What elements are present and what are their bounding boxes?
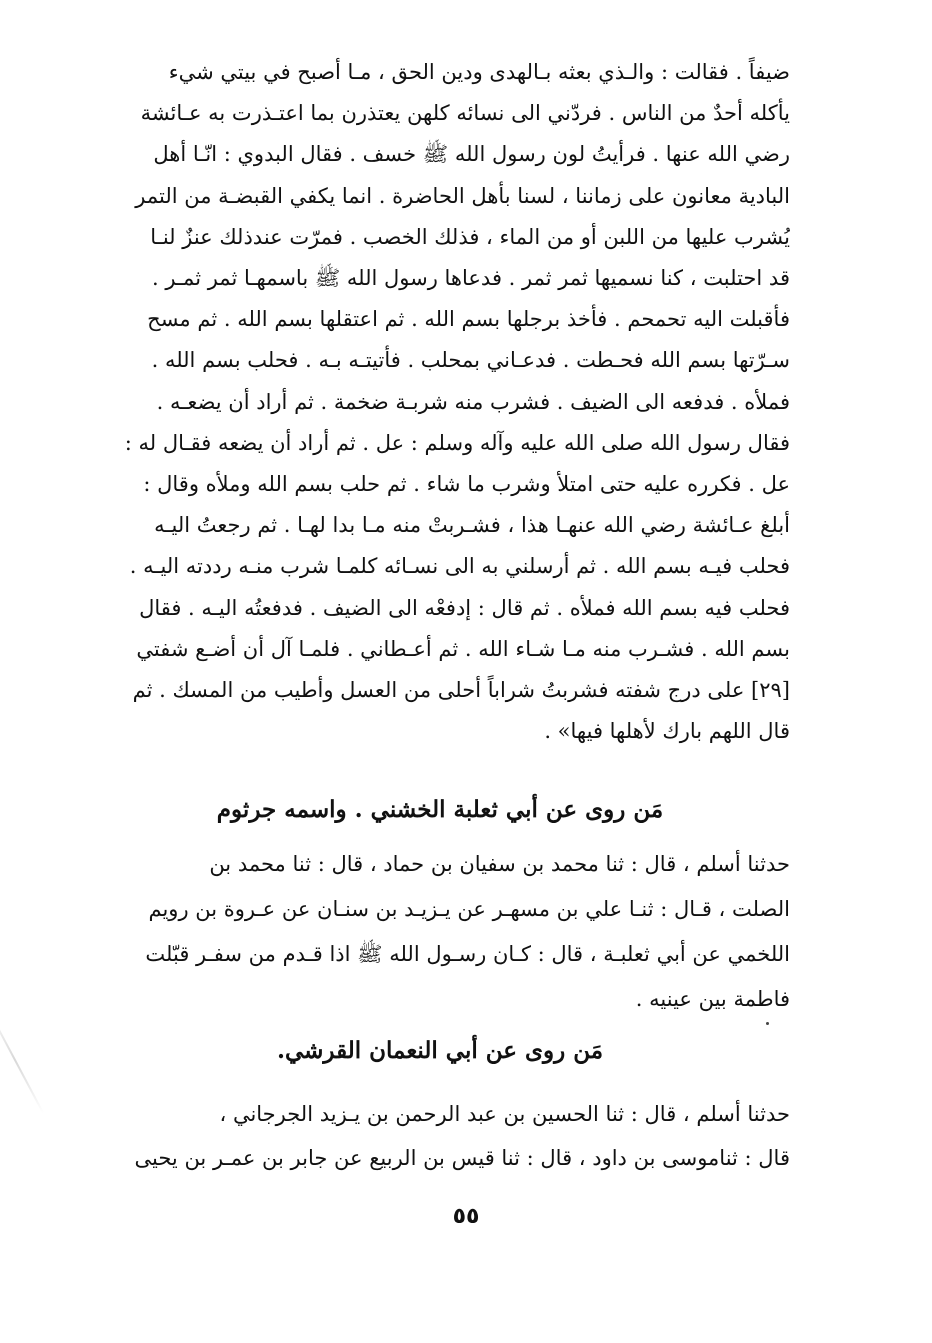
text-line: يأكله أحدٌ من الناس . فردّني الى نسائه كلهن يعتذرن بما اعتـذرت به عـائشة bbox=[140, 101, 790, 126]
text-line: ضيفاً . فقالت : والـذي بعثه بـالهدى ودين الحق ، مـا أصبح في بيتي شيء bbox=[168, 60, 790, 84]
text-line: [٢٩] على درج شفته فشربتُ شراباً أحلى من العسل وأطيب من المسك . ثم bbox=[132, 678, 790, 703]
text-line: سـرّتها بسم الله فحـطت . فدعـاني بمحلب . فأتيتـه بـه . فحلب بسم الله . bbox=[151, 348, 790, 373]
text-line: قد احتلبت ، كنا نسميها ثمر ثمر . فدعاها رسول الله ﷺ باسمهـا ثمر ثمـر . bbox=[151, 266, 790, 291]
hadith-paragraph-abi-numan bbox=[90, 1092, 790, 1180]
text-line: قال : ثناموسى بن داود ، قال : ثنا قيس بن الربيع عن جابر بن عمـر بن يحيى bbox=[134, 1146, 790, 1170]
section-heading-abi-numan: مَن روى عن أبي النعمان القرشي. bbox=[276, 1037, 604, 1064]
text-line: عل . فكرره عليه حتى امتلأ وشرب ما شاء . ثم حلب بسم الله وملأه وقال : bbox=[143, 472, 790, 497]
section-heading-abi-thalaba: مَن روى عن أبي ثعلبة الخشني . واسمه جرثوم bbox=[216, 796, 664, 823]
text-line: البادية معانون على زماننا ، لسنا بأهل الحاضرة . انما يكفي القبضـة من التمر bbox=[135, 183, 790, 208]
text-line: يُشرب عليها من اللبن أو من الماء ، فذلك الخصب . فمرّت عندذلك عنزٌ لنـا bbox=[150, 224, 790, 249]
text-line: فاطمة بين عينيه . bbox=[635, 987, 790, 1011]
text-line: بسم الله . فشـرب منه مـا شـاء الله . ثم أعـطاني . فلمـا آل أن أضـع شفتي bbox=[136, 636, 790, 661]
ink-speck bbox=[766, 1022, 769, 1025]
text-line: حدثنا أسلم ، قال : ثنا محمد بن سفيان بن حماد ، قال : ثنا محمد بن bbox=[209, 852, 790, 876]
main-paragraph bbox=[90, 52, 790, 752]
text-line: أبلغ عـائشة رضي الله عنهـا هذا ، فشـربتْ منه مـا بدا لهـا . ثم رجعتُ اليـه bbox=[154, 513, 790, 538]
text-line: رضي الله عنها . فرأيتُ لون رسول الله ﷺ خسف . فقال البدوي : انّـا أهل bbox=[153, 142, 790, 167]
text-line: فأقبلت اليه تحمحم . فأخذ برجلها بسم الله . ثم اعتقلها بسم الله . ثم مسح bbox=[147, 307, 790, 332]
text-line: فحلب فيه بسم الله فملأه . ثم قال : إدفعْه الى الضيف . فدفعتُه اليـه . فقال bbox=[139, 595, 790, 620]
text-line: فحلب فيـه بسم الله . ثم أرسلني به الى نسـائه كلمـا شرب منـه رددته اليـه . bbox=[129, 554, 790, 579]
text-line: اللخمي عن أبي ثعلبـة ، قال : كـان رسـول الله ﷺ اذا قـدم من سفـر قبّلت bbox=[145, 942, 790, 966]
text-line: حدثنا أسلم ، قال : ثنا الحسين بن عبد الرحمن بن يـزيد الجرجاني ، bbox=[219, 1102, 790, 1126]
text-line: الصلت ، قـال : ثنـا علي بن مسهـر عن يـزيـد بن سنـان عن عـروة بن رويم bbox=[148, 897, 790, 921]
hadith-paragraph-abi-thalaba bbox=[90, 842, 790, 1022]
page-number: ٥٥ bbox=[452, 1204, 480, 1229]
text-line: فقال رسول الله صلى الله عليه وآله وسلم : عل . ثم أراد أن يضعه فقـال له : bbox=[124, 430, 790, 455]
text-line: فملأه . فدفعه الى الضيف . فشرب منه شربـة ضخمة . ثم أراد أن يضعـه . bbox=[156, 389, 790, 414]
scan-margin-mark bbox=[0, 1007, 44, 1114]
text-line: قال اللهم بارك لأهلها فيها» . bbox=[544, 719, 790, 744]
